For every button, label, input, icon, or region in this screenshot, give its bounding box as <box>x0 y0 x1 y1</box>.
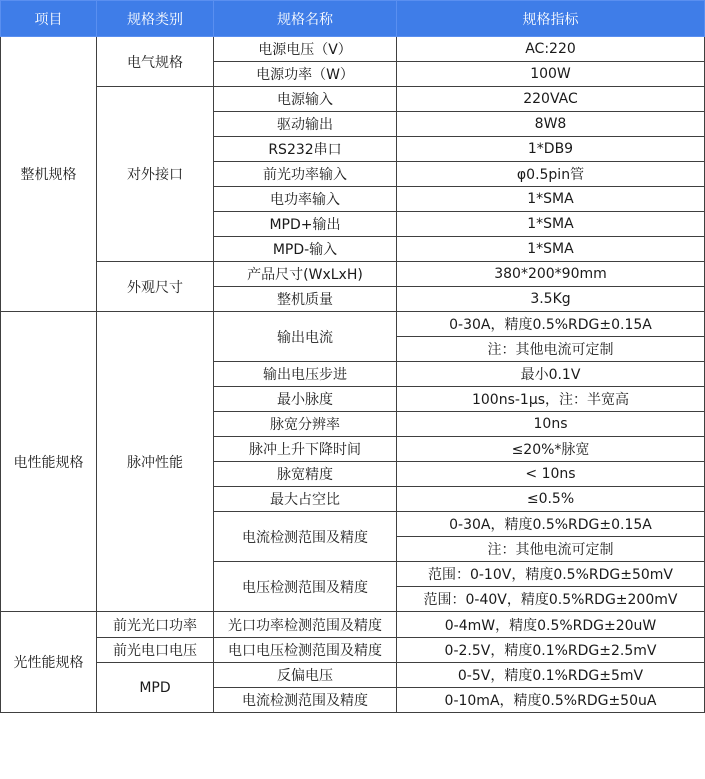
spec-name: 最大占空比 <box>214 487 397 512</box>
spec-value: 220VAC <box>397 87 705 112</box>
spec-name: 反偏电压 <box>214 663 397 688</box>
table-row <box>1 87 705 112</box>
spec-value: 8W8 <box>397 112 705 137</box>
spec-value: 100W <box>397 62 705 87</box>
spec-value: 100ns-1μs，注：半宽高 <box>397 387 705 412</box>
spec-name: 电流检测范围及精度 <box>214 688 397 713</box>
group-optical: 光性能规格 <box>1 612 97 713</box>
spec-value: φ0.5pin管 <box>397 162 705 187</box>
spec-name: 电口电压检测范围及精度 <box>214 638 397 663</box>
spec-value: 1*SMA <box>397 212 705 237</box>
spec-value: 1*SMA <box>397 237 705 262</box>
spec-value: 10ns <box>397 412 705 437</box>
group-electric: 电性能规格 <box>1 312 97 612</box>
spec-value: 范围：0-40V，精度0.5%RDG±200mV <box>397 587 705 612</box>
table-row <box>1 663 705 688</box>
category-mpd: MPD <box>97 663 214 713</box>
spec-value: 0-30A，精度0.5%RDG±0.15A <box>397 512 705 537</box>
header-name: 规格名称 <box>214 1 397 37</box>
spec-name: 电源电压（V） <box>214 37 397 62</box>
spec-value: 0-4mW，精度0.5%RDG±20uW <box>397 612 705 638</box>
spec-value: 0-10mA，精度0.5%RDG±50uA <box>397 688 705 713</box>
spec-name: RS232串口 <box>214 137 397 162</box>
header-row <box>1 1 705 37</box>
spec-value: 注：其他电流可定制 <box>397 337 705 362</box>
spec-name: 输出电压步进 <box>214 362 397 387</box>
spec-value: AC:220 <box>397 37 705 62</box>
spec-name: 最小脉度 <box>214 387 397 412</box>
category-interface: 对外接口 <box>97 87 214 262</box>
spec-value: 最小0.1V <box>397 362 705 387</box>
spec-name: 电源输入 <box>214 87 397 112</box>
table-row <box>1 312 705 337</box>
spec-value: ≤20%*脉宽 <box>397 437 705 462</box>
spec-name: 产品尺寸(WxLxH) <box>214 262 397 287</box>
table-row <box>1 262 705 287</box>
table-row <box>1 638 705 663</box>
group-machine: 整机规格 <box>1 37 97 312</box>
spec-name: 脉宽分辨率 <box>214 412 397 437</box>
spec-name: 驱动输出 <box>214 112 397 137</box>
spec-name: 电流检测范围及精度 <box>214 512 397 562</box>
spec-value: 1*SMA <box>397 187 705 212</box>
spec-name: 脉宽精度 <box>214 462 397 487</box>
spec-name: 前光功率输入 <box>214 162 397 187</box>
header-category: 规格类别 <box>97 1 214 37</box>
spec-value: 3.5Kg <box>397 287 705 312</box>
spec-value: 0-5V，精度0.1%RDG±5mV <box>397 663 705 688</box>
spec-value: < 10ns <box>397 462 705 487</box>
spec-value: 0-2.5V，精度0.1%RDG±2.5mV <box>397 638 705 663</box>
spec-name: 整机质量 <box>214 287 397 312</box>
category-dimensions: 外观尺寸 <box>97 262 214 312</box>
spec-name: 电源功率（W） <box>214 62 397 87</box>
spec-name: MPD-输入 <box>214 237 397 262</box>
spec-name: 电压检测范围及精度 <box>214 562 397 612</box>
spec-name: 电功率输入 <box>214 187 397 212</box>
header-value: 规格指标 <box>397 1 705 37</box>
spec-value: ≤0.5% <box>397 487 705 512</box>
category-pulse: 脉冲性能 <box>97 312 214 612</box>
category-front-power: 前光光口功率 <box>97 612 214 638</box>
spec-value: 范围：0-10V，精度0.5%RDG±50mV <box>397 562 705 587</box>
spec-value: 0-30A，精度0.5%RDG±0.15A <box>397 312 705 337</box>
spec-name: 光口功率检测范围及精度 <box>214 612 397 638</box>
category-electrical: 电气规格 <box>97 37 214 87</box>
spec-value: 380*200*90mm <box>397 262 705 287</box>
header-item: 项目 <box>1 1 97 37</box>
spec-name: 脉冲上升下降时间 <box>214 437 397 462</box>
category-front-voltage: 前光电口电压 <box>97 638 214 663</box>
spec-value: 1*DB9 <box>397 137 705 162</box>
spec-value: 注：其他电流可定制 <box>397 537 705 562</box>
table-row <box>1 37 705 62</box>
spec-name: 输出电流 <box>214 312 397 362</box>
spec-name: MPD+输出 <box>214 212 397 237</box>
